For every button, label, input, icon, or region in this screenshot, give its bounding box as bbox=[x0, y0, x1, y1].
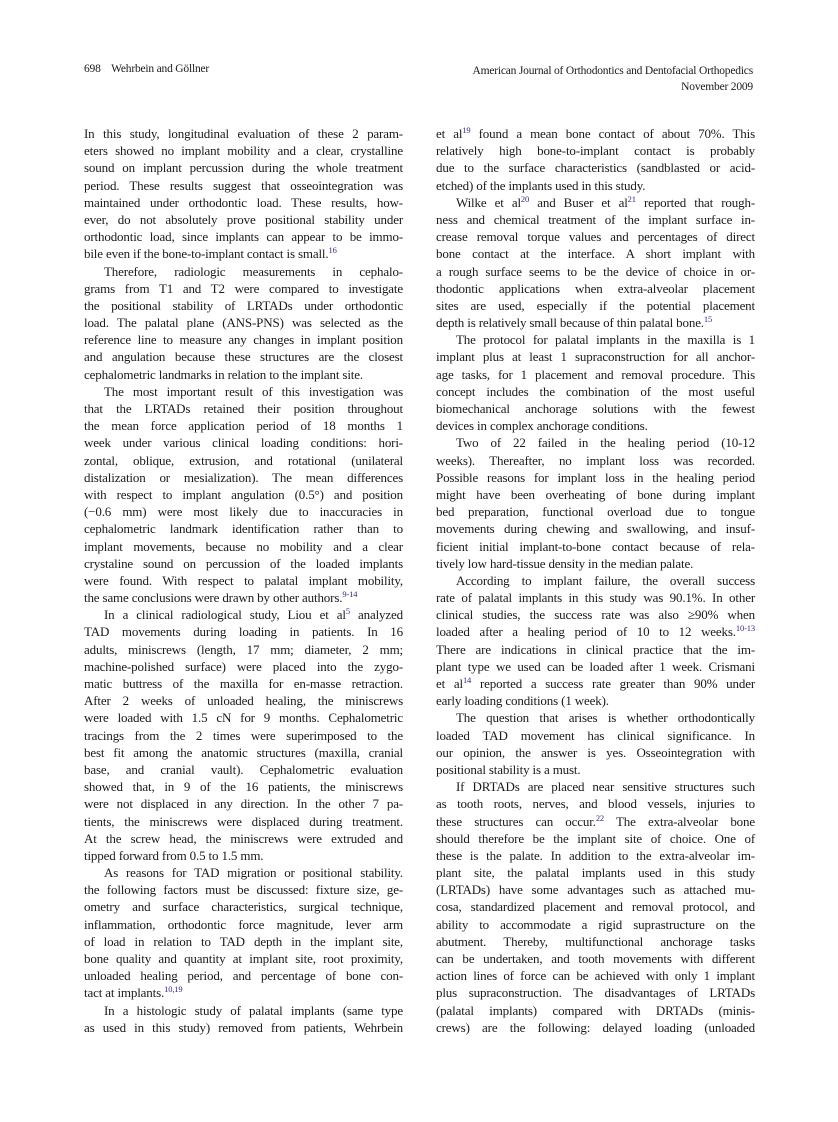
text-line bbox=[436, 297, 755, 314]
text-line bbox=[84, 538, 403, 555]
text-line bbox=[84, 417, 403, 434]
text-segment: (−0.6 mm) were most likely due to inaccuracies in bbox=[84, 504, 403, 520]
text-line bbox=[84, 503, 403, 520]
text-segment: these is the palate. In addition to the extra-alveolar im- bbox=[436, 847, 755, 863]
reference-citation-link[interactable]: 19 bbox=[462, 125, 471, 135]
text-segment: As reasons for TAD migration or positional stability. bbox=[104, 865, 403, 881]
text-segment: can be undertaken, and tooth movements with different bbox=[436, 951, 755, 966]
text-segment: TAD movements during loading in patients. In 16 bbox=[84, 624, 403, 640]
text-segment: grams from T1 and T2 were compared to investigate bbox=[84, 280, 403, 296]
text-segment: tively low hard-tissue density in the median palate. bbox=[436, 555, 694, 571]
reference-citation-link[interactable]: 10,19 bbox=[164, 984, 183, 995]
text-line bbox=[84, 434, 403, 451]
text-line bbox=[84, 916, 403, 933]
text-segment: abutment. Thereby, multifunctional anchorage tasks bbox=[436, 933, 755, 949]
running-authors: Wehrbein and Göllner bbox=[111, 63, 210, 75]
text-segment: Two of 22 failed in the healing period (10-12 bbox=[456, 435, 755, 451]
text-segment: If DRTADs are placed near sensitive structures such bbox=[456, 779, 755, 795]
text-segment: these structures can occur. bbox=[436, 813, 596, 829]
paragraph bbox=[436, 778, 755, 1036]
text-segment: relatively high bone-to-implant contact is probably bbox=[436, 143, 755, 159]
text-segment: ometry and surface characteristics, surgical technique, bbox=[84, 899, 403, 915]
text-line bbox=[84, 589, 403, 606]
text-segment: sites are used, especially if the potential placement bbox=[436, 297, 755, 313]
text-segment: early loading conditions (1 week). bbox=[436, 693, 609, 709]
text-line bbox=[84, 383, 403, 400]
text-segment: should therefore be the implant site of choice. One of bbox=[436, 830, 755, 846]
text-segment: the following factors must be discussed: fixture size, ge- bbox=[84, 882, 403, 898]
text-segment: period. These results suggest that osseointegration was bbox=[84, 177, 403, 193]
text-segment: bed preparation, functional overload due to tongue bbox=[436, 504, 755, 520]
text-segment: movements during chewing and swallowing, and insuf- bbox=[436, 521, 755, 537]
text-line bbox=[436, 727, 755, 744]
text-line bbox=[436, 434, 755, 451]
text-segment: sound on implant percussion during the whole treatment bbox=[84, 160, 403, 176]
text-line bbox=[436, 245, 755, 262]
text-line bbox=[84, 641, 403, 658]
text-segment: reported a success rate greater than 90% under bbox=[471, 676, 756, 691]
text-segment: orthodontic load, since implants can appear to be immo- bbox=[84, 229, 403, 245]
text-line bbox=[436, 641, 755, 658]
reference-citation-link[interactable]: 10-13 bbox=[735, 623, 755, 634]
text-line bbox=[436, 744, 755, 761]
text-segment: machine-polished surface) were placed into the zygo- bbox=[84, 658, 403, 674]
text-line bbox=[84, 486, 403, 503]
text-segment: concept includes the combination of the most useful bbox=[436, 383, 755, 399]
text-line bbox=[84, 692, 403, 709]
paragraph bbox=[436, 434, 755, 572]
text-line bbox=[436, 692, 755, 709]
text-line bbox=[436, 211, 755, 228]
paragraph bbox=[84, 383, 403, 606]
text-segment: the positional stability of LRTADs under orthodontic bbox=[84, 297, 403, 313]
reference-citation-link[interactable]: 14 bbox=[462, 675, 472, 685]
paragraph bbox=[84, 1002, 403, 1036]
text-segment: loaded after a healing period of 10 to 12 weeks. bbox=[436, 624, 736, 640]
text-line bbox=[436, 830, 755, 847]
text-line bbox=[436, 400, 755, 417]
text-line bbox=[436, 366, 755, 383]
text-line bbox=[84, 898, 403, 915]
text-line bbox=[436, 898, 755, 915]
text-segment: reference line to measure any changes in implant position bbox=[84, 332, 403, 348]
text-segment: The most important result of this investigation was bbox=[104, 383, 403, 399]
text-segment: After 2 weeks of unloaded healing, the miniscrews bbox=[84, 693, 403, 709]
text-segment: that the LRTADs retained their position throughout bbox=[84, 401, 403, 416]
running-header-right bbox=[472, 63, 753, 95]
text-segment: maintained under orthodontic load. These results, how- bbox=[84, 194, 403, 210]
text-line bbox=[436, 589, 755, 606]
text-line bbox=[436, 761, 755, 778]
text-segment: matic buttress of the maxilla for en-masse retraction. bbox=[84, 676, 403, 691]
text-line bbox=[436, 675, 755, 692]
text-line bbox=[84, 366, 403, 383]
text-segment: plus supraconstruction. The disadvantages of LRTADs bbox=[436, 985, 755, 1001]
text-segment: of load in relation to TAD depth in the implant site, bbox=[84, 933, 403, 949]
text-segment: Therefore, radiologic measurements in cephalo- bbox=[104, 263, 403, 279]
text-segment: load. The palatal plane (ANS-PNS) was selected as the bbox=[84, 315, 403, 331]
text-segment: inflammation, orthodontic force magnitude, lever arm bbox=[84, 916, 403, 932]
text-line bbox=[84, 881, 403, 898]
text-segment: crystaline sound on percussion of the loaded implants bbox=[84, 555, 403, 571]
text-line bbox=[436, 1019, 755, 1036]
text-segment: et al bbox=[436, 126, 463, 141]
text-line bbox=[436, 778, 755, 795]
text-segment: In a clinical radiological study, Liou et al bbox=[104, 607, 346, 623]
text-segment: positional stability is a must. bbox=[436, 761, 581, 777]
text-segment: According to implant failure, the overall success bbox=[456, 572, 755, 588]
text-line bbox=[84, 1002, 403, 1019]
running-header-left bbox=[84, 63, 209, 75]
text-segment: cephalometric landmarks in relation to the implant site. bbox=[84, 366, 363, 382]
text-line bbox=[436, 383, 755, 400]
text-line bbox=[436, 142, 755, 159]
reference-citation-link[interactable]: 9-14 bbox=[342, 589, 358, 600]
text-segment: At the screw head, the miniscrews were extruded and bbox=[84, 830, 403, 846]
text-line bbox=[436, 881, 755, 898]
text-line bbox=[436, 813, 755, 830]
text-segment: week under various clinical loading conditions: hori- bbox=[84, 435, 403, 451]
text-line bbox=[436, 984, 755, 1001]
text-segment: best fit among the anatomic structures (maxilla, cranial bbox=[84, 744, 403, 760]
text-segment: eters showed no implant mobility and a clear, crystalline bbox=[84, 143, 403, 159]
page-number: 698 bbox=[84, 63, 101, 75]
text-segment: cosa, standardized placement and removal protocol, and bbox=[436, 899, 755, 915]
text-line bbox=[436, 1002, 755, 1019]
text-segment: as used in this study) removed from patients, Wehrbein bbox=[84, 1019, 403, 1035]
text-segment: Possible reasons for implant loss in the healing period bbox=[436, 469, 755, 485]
text-segment: devices in complex anchorage conditions. bbox=[436, 418, 648, 434]
text-line bbox=[84, 984, 403, 1001]
paragraph bbox=[436, 709, 755, 778]
text-segment: crease removal torque values and percentages of direct bbox=[436, 229, 755, 245]
text-line bbox=[84, 950, 403, 967]
text-line bbox=[84, 211, 403, 228]
reference-citation-link[interactable]: 15 bbox=[703, 314, 713, 325]
text-line bbox=[84, 125, 403, 142]
text-line bbox=[84, 623, 403, 640]
text-line bbox=[436, 950, 755, 967]
text-segment: might have been overheating of bone during implant bbox=[436, 486, 755, 502]
text-line bbox=[436, 933, 755, 950]
text-line bbox=[436, 658, 755, 675]
text-segment: due to the surface characteristics (sandblasted or acid- bbox=[436, 160, 755, 176]
text-segment: bone contact at the interface. A short implant with bbox=[436, 246, 755, 262]
text-segment: clinical studies, the success rate was also ≥90% when bbox=[436, 607, 755, 623]
text-line bbox=[84, 194, 403, 211]
text-line bbox=[84, 778, 403, 795]
text-line bbox=[84, 967, 403, 984]
text-line bbox=[84, 469, 403, 486]
text-segment: rate of palatal implants in this study was 90.1%. In other bbox=[436, 590, 755, 606]
text-line bbox=[84, 572, 403, 589]
paragraph bbox=[436, 125, 755, 194]
text-line bbox=[436, 194, 755, 211]
text-segment: loaded TAD movement has clinical significance. In bbox=[436, 727, 755, 743]
text-line bbox=[84, 228, 403, 245]
text-line bbox=[84, 400, 403, 417]
text-line bbox=[436, 417, 755, 434]
text-line bbox=[84, 520, 403, 537]
text-line bbox=[84, 1019, 403, 1036]
text-segment: The question that arises is whether orthodontically bbox=[456, 710, 755, 726]
text-line bbox=[436, 555, 755, 572]
text-segment: our opinion, the answer is yes. Osseointegration with bbox=[436, 744, 755, 760]
text-line bbox=[436, 486, 755, 503]
paragraph bbox=[436, 331, 755, 434]
text-line bbox=[84, 331, 403, 348]
text-line bbox=[84, 245, 403, 262]
text-segment: and Buser et al bbox=[529, 194, 628, 210]
text-line bbox=[84, 847, 403, 864]
text-line bbox=[436, 125, 755, 142]
text-segment: The extra-alveolar bone bbox=[604, 813, 755, 829]
text-line bbox=[84, 727, 403, 744]
text-segment: showed that, in 9 of the 16 patients, the miniscrews bbox=[84, 779, 403, 795]
text-segment: as tooth roots, nerves, and blood vessels, injuries to bbox=[436, 796, 755, 812]
text-line bbox=[84, 348, 403, 365]
text-segment: and angulation because these structures are the closest bbox=[84, 349, 403, 365]
text-line bbox=[436, 538, 755, 555]
text-segment: etched) of the implants used in this study. bbox=[436, 177, 646, 193]
text-segment: cephalometric landmark identification rather than to bbox=[84, 521, 403, 537]
text-segment: implant movements, because no mobility and a clear bbox=[84, 538, 403, 554]
text-line bbox=[84, 452, 403, 469]
text-segment: plant type we used can be loaded after 1 week. Crismani bbox=[436, 658, 755, 674]
text-line bbox=[436, 159, 755, 176]
text-line bbox=[84, 159, 403, 176]
text-line bbox=[436, 520, 755, 537]
text-segment: with respect to implant angulation (0.5°) and position bbox=[84, 486, 403, 502]
text-segment: The protocol for palatal implants in the maxilla is 1 bbox=[456, 332, 755, 348]
text-line bbox=[84, 280, 403, 297]
text-segment: tracings from the 2 times were superimposed to the bbox=[84, 727, 403, 743]
reference-citation-link[interactable]: 5 bbox=[345, 606, 350, 617]
reference-citation-link[interactable]: 20 bbox=[520, 193, 530, 204]
text-line bbox=[436, 967, 755, 984]
text-segment: bile even if the bone-to-implant contact is small. bbox=[84, 246, 329, 262]
text-column-right bbox=[436, 125, 755, 1036]
text-segment: depth is relatively small because of thin palatal bone. bbox=[436, 315, 704, 331]
text-segment: ever, do not absolutely prove positional stability under bbox=[84, 211, 403, 227]
text-line bbox=[436, 331, 755, 348]
text-segment: the mean force application period of 18 months 1 bbox=[84, 418, 403, 434]
text-segment: age tasks, for 1 placement and removal procedure. This bbox=[436, 366, 755, 382]
text-line bbox=[436, 864, 755, 881]
text-segment: In this study, longitudinal evaluation of these 2 param- bbox=[84, 126, 403, 141]
text-segment: the same conclusions were drawn by other authors. bbox=[84, 590, 343, 606]
text-segment: found a mean bone contact of about 70%. This bbox=[470, 126, 755, 141]
text-line bbox=[84, 761, 403, 778]
text-segment: reported that rough- bbox=[635, 194, 756, 210]
text-column-left bbox=[84, 125, 403, 1036]
text-line bbox=[436, 280, 755, 297]
text-line bbox=[84, 555, 403, 572]
text-line bbox=[84, 933, 403, 950]
text-segment: ness and chemical treatment of the implant surface in- bbox=[436, 211, 755, 227]
text-segment: were not displaced in any direction. In the other 7 pa- bbox=[84, 796, 403, 812]
text-line bbox=[84, 864, 403, 881]
text-line bbox=[84, 709, 403, 726]
text-line bbox=[84, 744, 403, 761]
text-line bbox=[84, 177, 403, 194]
text-segment: tients, the miniscrews were displaced during treatment. bbox=[84, 813, 403, 829]
text-line bbox=[436, 503, 755, 520]
text-line bbox=[84, 606, 403, 623]
text-line bbox=[436, 623, 755, 640]
text-line bbox=[436, 348, 755, 365]
text-segment: plant site, the palatal implants used in this study bbox=[436, 865, 755, 881]
text-line bbox=[436, 228, 755, 245]
text-line bbox=[436, 709, 755, 726]
reference-citation-link[interactable]: 16 bbox=[328, 245, 337, 256]
text-line bbox=[84, 142, 403, 159]
text-line bbox=[436, 847, 755, 864]
text-line bbox=[84, 263, 403, 280]
text-segment: In a histologic study of palatal implants (same type bbox=[104, 1002, 403, 1018]
text-line bbox=[436, 795, 755, 812]
text-segment: were loaded with 1.5 cN for 9 months. Cephalometric bbox=[84, 710, 403, 726]
paragraph bbox=[84, 864, 403, 1002]
text-line bbox=[84, 297, 403, 314]
text-segment: unloaded healing period, and percentage of bone con- bbox=[84, 968, 403, 984]
text-segment: distalization or mesialization). The mean differences bbox=[84, 469, 403, 485]
text-line bbox=[436, 572, 755, 589]
text-segment: thodontic applications when extra-alveolar placement bbox=[436, 280, 755, 296]
text-line bbox=[436, 314, 755, 331]
paragraph bbox=[84, 263, 403, 383]
text-segment: Wilke et al bbox=[456, 194, 521, 210]
text-segment: bone quality and quantity at implant site, root proximity, bbox=[84, 951, 403, 966]
text-segment: adults, miniscrews (length, 17 mm; diameter, 2 mm; bbox=[84, 641, 403, 657]
text-segment: base, and cranial vault). Cephalometric evaluation bbox=[84, 761, 403, 777]
text-line bbox=[84, 795, 403, 812]
text-segment: tact at implants. bbox=[84, 985, 165, 1001]
text-segment: a rough surface seems to be the device of choice in or- bbox=[436, 263, 755, 279]
text-segment: biomechanical anchorage solutions with the fewest bbox=[436, 401, 755, 416]
text-line bbox=[436, 469, 755, 486]
text-segment: There are indications in clinical practice that the im- bbox=[436, 641, 755, 657]
text-segment: weeks). Thereafter, no implant loss was recorded. bbox=[436, 452, 755, 468]
paragraph bbox=[436, 194, 755, 332]
text-segment: (palatal implants) compared with DRTADs (minis- bbox=[436, 1002, 755, 1018]
paragraph bbox=[84, 606, 403, 864]
text-line bbox=[84, 830, 403, 847]
text-line bbox=[436, 177, 755, 194]
text-segment: were found. With respect to palatal implant mobility, bbox=[84, 572, 403, 588]
text-segment: ficient initial implant-to-bone contact because of rela- bbox=[436, 538, 755, 554]
text-line bbox=[84, 675, 403, 692]
reference-citation-link[interactable]: 22 bbox=[595, 812, 605, 823]
text-line bbox=[436, 916, 755, 933]
issue-date: November 2009 bbox=[681, 81, 753, 93]
text-line bbox=[436, 263, 755, 280]
text-segment: crews) are the following: delayed loading (unloaded bbox=[436, 1019, 755, 1035]
text-segment: analyzed bbox=[349, 607, 403, 623]
text-line bbox=[436, 606, 755, 623]
journal-title: American Journal of Orthodontics and Dentofacial Orthopedics bbox=[472, 65, 753, 77]
text-line bbox=[84, 314, 403, 331]
text-segment: action lines of force can be achieved with only 1 implant bbox=[436, 968, 755, 984]
paragraph bbox=[436, 572, 755, 710]
text-line bbox=[84, 658, 403, 675]
text-segment: et al bbox=[436, 676, 463, 691]
text-segment: implant plus at least 1 supraconstruction for all anchor- bbox=[436, 349, 755, 365]
text-segment: (LRTADs) have some advantages such as attached mu- bbox=[436, 882, 755, 898]
text-segment: tipped forward from 0.5 to 1.5 mm. bbox=[84, 847, 264, 863]
text-line bbox=[436, 452, 755, 469]
text-line bbox=[84, 813, 403, 830]
reference-citation-link[interactable]: 21 bbox=[627, 193, 636, 204]
paragraph bbox=[84, 125, 403, 263]
text-segment: ability to accommodate a rigid suprastructure on the bbox=[436, 916, 755, 932]
text-segment: zontal, oblique, extrusion, and rotational (unilateral bbox=[84, 452, 403, 468]
